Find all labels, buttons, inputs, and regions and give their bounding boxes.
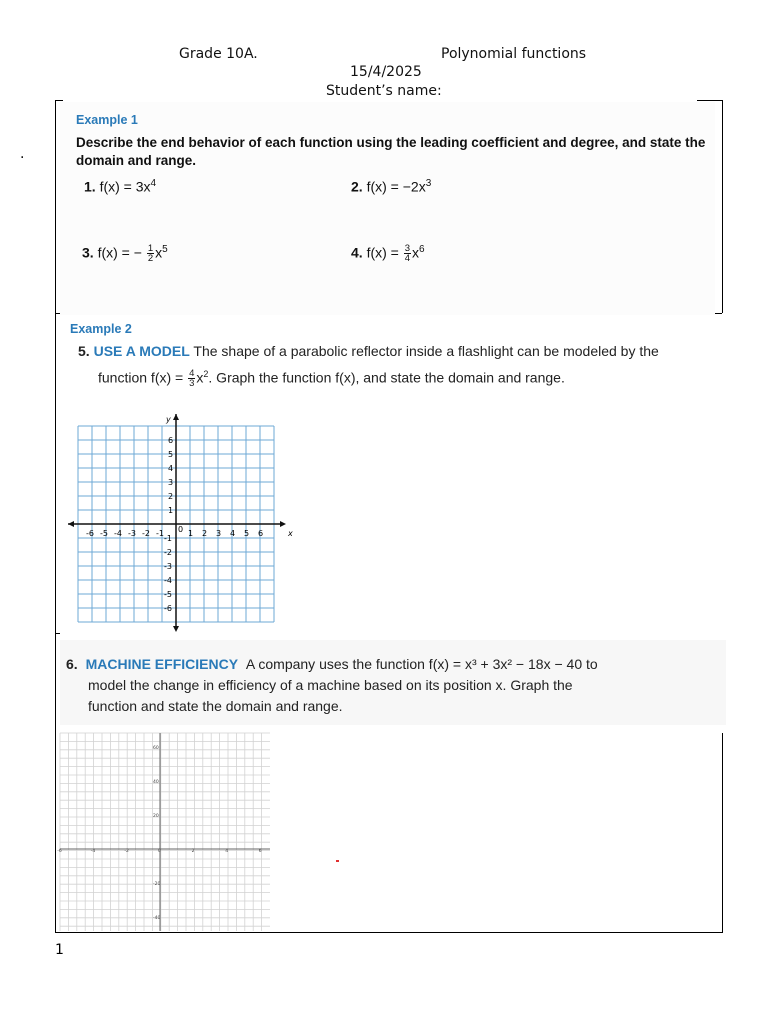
y-tick-label: -20 — [153, 882, 161, 887]
example1-instruction: Describe the end behavior of each function using the leading coefficient and degree, and state the domain and range. — [76, 135, 706, 168]
coordinate-grid-5 — [66, 412, 293, 634]
student-name-label: Student’s name: — [326, 83, 442, 99]
date-label: 15/4/2025 — [350, 64, 422, 80]
problem-text-line2a: function f(x) = — [98, 369, 184, 386]
variable: x — [196, 369, 204, 386]
fraction: $\frac{4}{3}$ — [189, 368, 195, 390]
problem-text-line1: A company uses the function f(x) = x³ + 3x² − 18x − 40 to — [245, 656, 598, 672]
frame-left-border — [55, 100, 56, 933]
x-axis-label: x — [288, 529, 293, 538]
y-tick-label: 4 — [168, 464, 174, 473]
y-tick-label: 5 — [168, 450, 174, 459]
x-axis-arrow-right — [280, 521, 286, 527]
x-tick-label: -5 — [100, 529, 108, 538]
frame-bottom-border — [55, 932, 723, 933]
x-tick-label: -4 — [114, 529, 122, 538]
y-tick-label: 6 — [168, 436, 174, 445]
fraction: $\frac{1}{2}$ — [147, 243, 154, 265]
y-tick-label: 20 — [153, 814, 159, 819]
stray-mark: . — [20, 146, 25, 162]
x-tick-label: 6 — [258, 849, 262, 854]
problem-1 — [84, 178, 156, 195]
y-axis-label: y — [166, 415, 171, 424]
grade-label: Grade 10A. — [179, 46, 258, 62]
x-tick-label: 1 — [188, 529, 194, 538]
y-tick-label: 40 — [153, 780, 159, 785]
y-tick-label: -1 — [164, 534, 172, 543]
y-tick-label: -40 — [153, 916, 161, 921]
x-tick-label: -4 — [90, 849, 96, 854]
x-tick-label: 4 — [230, 529, 236, 538]
frame-right-border-top — [722, 100, 723, 313]
problem-exponent: 6 — [419, 244, 425, 255]
x-tick-label: 0 — [158, 849, 161, 854]
y-tick-label: -4 — [164, 576, 172, 585]
x-tick-label: -2 — [142, 529, 150, 538]
problem-expression: f(x) = − — [97, 244, 142, 261]
y-tick-label: -6 — [164, 604, 172, 613]
problem-3 — [82, 244, 168, 263]
x-axis-arrow-left — [68, 521, 74, 527]
problem-expression: f(x) = −2x — [366, 178, 426, 195]
x-tick-label: 5 — [244, 529, 250, 538]
coordinate-grid-6 — [57, 733, 272, 932]
x-tick-label: 4 — [225, 849, 229, 854]
problem-text-line3: function and state the domain and range. — [88, 698, 343, 714]
y-tick-label: 60 — [153, 746, 159, 751]
problem-6-text — [66, 654, 716, 717]
problem-number: 3. — [82, 244, 94, 261]
problem-keyword: MACHINE EFFICIENCY — [85, 656, 239, 672]
problem-4 — [351, 244, 425, 263]
problem-exponent: 3 — [425, 178, 432, 189]
problem-exponent: 5 — [162, 244, 168, 255]
y-tick-label: 2 — [168, 492, 174, 501]
x-tick-label: -1 — [156, 529, 164, 538]
exponent: 2 — [203, 369, 209, 379]
problem-number: 1. — [84, 178, 96, 195]
problem-5-text — [78, 340, 708, 390]
problem-number: 5. — [78, 343, 90, 359]
x-tick-label: 2 — [202, 529, 208, 538]
y-tick-label: -3 — [164, 562, 172, 571]
red-mark — [336, 860, 339, 862]
y-axis-arrow-up — [173, 414, 179, 420]
y-axis-arrow-down — [173, 626, 179, 632]
x-tick-label: 3 — [216, 529, 222, 538]
page-number: 1 — [55, 942, 64, 958]
y-tick-label: 3 — [168, 478, 174, 487]
problem-keyword: USE A MODEL — [93, 343, 190, 359]
problem-text-line2: model the change in efficiency of a machine based on its position x. Graph the — [88, 677, 573, 693]
problem-number: 2. — [351, 178, 363, 195]
x-tick-label: -6 — [57, 849, 62, 854]
frame-corner — [697, 100, 722, 101]
x-tick-label: -2 — [124, 849, 129, 854]
problem-number: 6. — [66, 656, 78, 672]
x-tick-label: -6 — [86, 529, 94, 538]
problem-exponent: 4 — [150, 178, 157, 189]
example1-label: Example 1 — [76, 113, 138, 127]
frame-corner — [55, 100, 63, 101]
problem-expression: f(x) = — [366, 244, 399, 261]
y-tick-label: -5 — [164, 590, 172, 599]
x-tick-label: 2 — [191, 849, 195, 854]
problem-2 — [351, 178, 431, 195]
x-tick-label: 6 — [258, 529, 264, 538]
x-tick-label: -3 — [128, 529, 136, 538]
problem-expression: f(x) = 3x — [99, 178, 151, 195]
origin-label: 0 — [178, 525, 184, 534]
problem-text-line2c: . Graph the function f(x), and state the domain and range. — [208, 369, 565, 386]
variable: x — [155, 244, 163, 261]
fraction: $\frac{3}{4}$ — [404, 243, 411, 265]
frame-right-border-bottom — [722, 733, 723, 933]
topic-title: Polynomial functions — [441, 46, 587, 62]
y-tick-label: -2 — [164, 548, 172, 557]
example2-label: Example 2 — [70, 322, 132, 336]
problem-number: 4. — [351, 244, 363, 261]
problem-text-line1: The shape of a parabolic reflector inside a flashlight can be modeled by the — [193, 343, 659, 359]
variable: x — [412, 244, 420, 261]
y-tick-label: 1 — [168, 506, 174, 515]
